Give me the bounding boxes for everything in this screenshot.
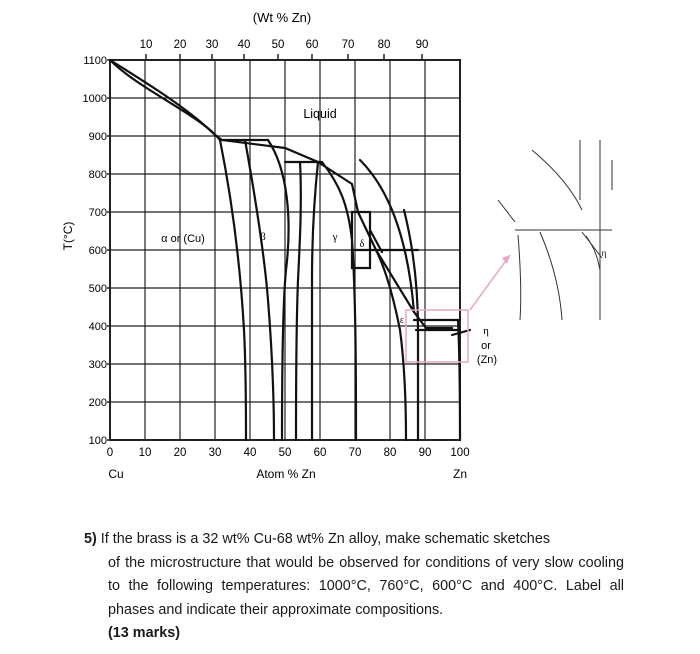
bottom-tick-label: 40 (243, 447, 257, 459)
top-tick-label: 90 (415, 39, 429, 51)
y-tick-label: 400 (88, 321, 107, 333)
question-number: 5) (84, 531, 97, 547)
y-axis-title: T(°C) (61, 221, 75, 251)
left-end-label: Cu (108, 467, 124, 481)
question-first-line (84, 528, 624, 552)
eta-zn-label: (Zn) (476, 354, 498, 366)
eta-label: η (483, 325, 489, 337)
y-tick-label: 900 (88, 131, 107, 143)
top-tick-labels (140, 39, 429, 60)
delta-label: δ (359, 239, 365, 250)
y-tick-label: 500 (88, 283, 107, 295)
beta-left-boundary (245, 140, 274, 440)
y-tick-label: 800 (88, 169, 107, 181)
top-tick-label: 40 (237, 39, 251, 51)
bottom-tick-label: 20 (173, 447, 187, 459)
bottom-tick-label: 100 (450, 447, 470, 459)
y-tick-label: 300 (88, 359, 107, 371)
liquid-label: Liquid (303, 107, 337, 121)
top-tick-label: 20 (173, 39, 187, 51)
inset-eta-label: η (601, 248, 607, 258)
epsilon-liquid-curve (360, 160, 414, 312)
question-body: of the microstructure that would be observed for conditions of very slow cooling to the following temperatures: 1000°C, 760°C, 600°C and 400°C. Label all phases and indicate their approximate compositions. (108, 554, 624, 618)
top-tick-label: 30 (205, 39, 219, 51)
zoom-inset (498, 140, 612, 320)
question-5 (84, 528, 624, 646)
epsilon-label: ε (399, 315, 405, 326)
bottom-tick-label: 90 (418, 447, 432, 459)
gamma-right-boundary (322, 162, 356, 440)
highlight-pointer-head (502, 255, 510, 264)
beta-label: β (260, 231, 266, 243)
eta-or-label: or (481, 340, 491, 352)
top-tick-label: 10 (139, 39, 153, 51)
gamma-left-boundary (312, 162, 318, 440)
y-tick-labels (83, 55, 110, 447)
question-line1: If the brass is a 32 wt% Cu-68 wt% Zn alloy, make schematic sketches (100, 531, 551, 547)
alpha-label: α or (Cu) (161, 233, 205, 245)
bottom-tick-label: 10 (138, 447, 152, 459)
eta-right-boundary (458, 320, 460, 440)
epsilon-left-boundary (376, 250, 406, 440)
top-tick-label: 60 (305, 39, 319, 51)
beta-gamma-boundary-1 (296, 162, 301, 440)
bottom-tick-label: 30 (208, 447, 222, 459)
y-tick-label: 600 (88, 245, 107, 257)
top-tick-label: 80 (377, 39, 391, 51)
question-body-wrap (84, 552, 624, 646)
bottom-tick-label: 0 (106, 447, 114, 459)
y-tick-label: 100 (88, 435, 107, 447)
y-tick-label: 700 (88, 207, 107, 219)
bottom-tick-label: 70 (348, 447, 362, 459)
top-tick-label: 50 (271, 39, 285, 51)
solidus-line (110, 60, 220, 140)
top-tick-label: 70 (341, 39, 355, 51)
top-axis-title: (Wt % Zn) (252, 10, 312, 25)
gamma-label: γ (332, 231, 338, 243)
right-end-label: Zn (452, 467, 468, 481)
bottom-tick-label: 50 (278, 447, 292, 459)
y-tick-label: 1000 (82, 93, 107, 105)
y-tick-label: 200 (88, 397, 107, 409)
bottom-tick-labels (107, 447, 470, 459)
question-marks: (13 marks) (108, 625, 180, 641)
bottom-axis-title: Atom % Zn (256, 467, 316, 481)
alpha-solvus-line (220, 140, 246, 440)
y-tick-label: 1100 (83, 55, 107, 67)
bottom-tick-label: 80 (383, 447, 397, 459)
bottom-tick-label: 60 (313, 447, 327, 459)
highlight-pointer (470, 255, 510, 310)
